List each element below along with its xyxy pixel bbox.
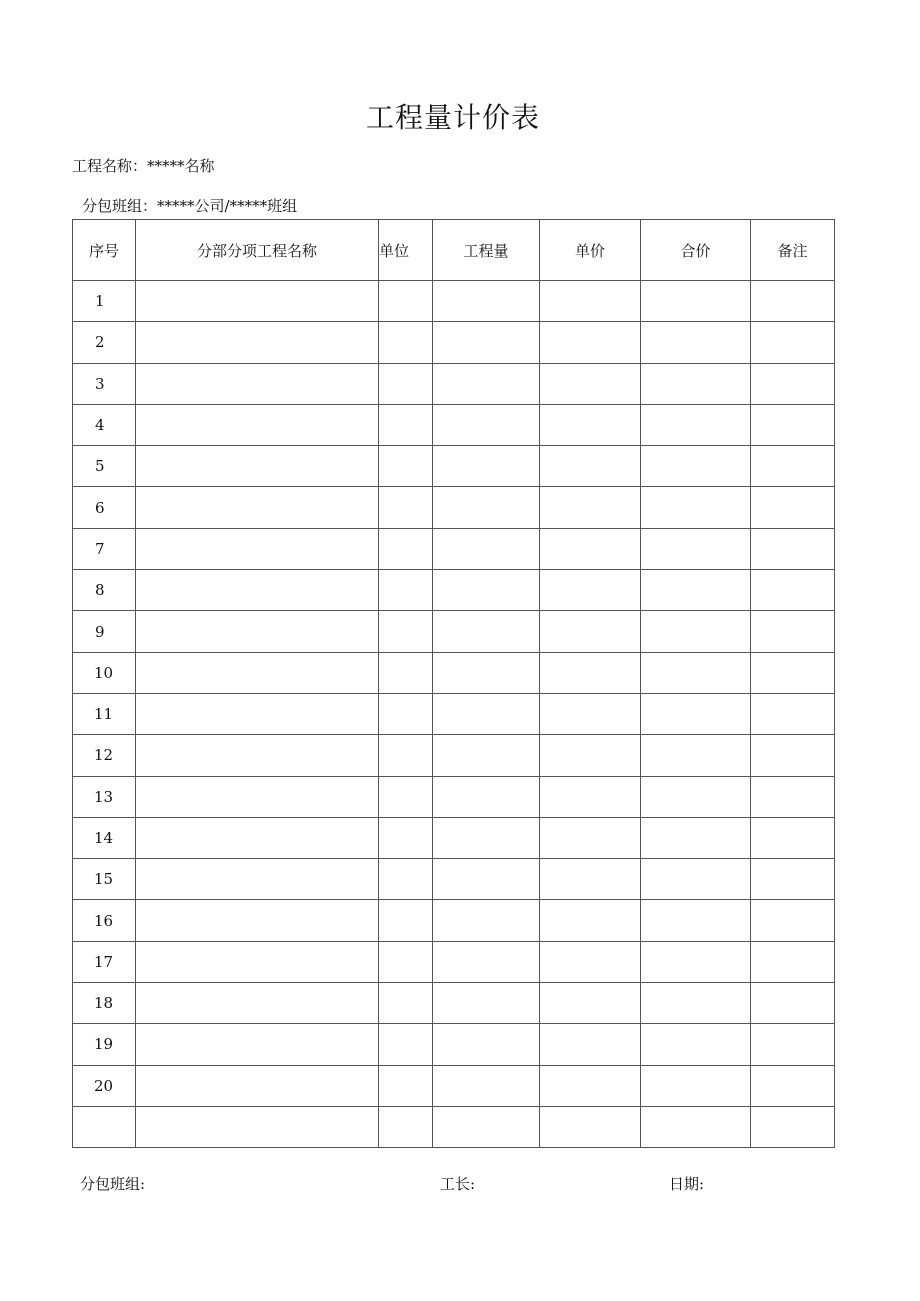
cell-total-price xyxy=(641,735,751,776)
subcontract-team-value: *****公司/*****班组 xyxy=(157,197,298,215)
cell-unit xyxy=(379,611,433,652)
header-unit-price: 单价 xyxy=(540,220,641,281)
cell-item-name xyxy=(136,1024,379,1065)
cell-unit xyxy=(379,404,433,445)
header-total-price: 合价 xyxy=(641,220,751,281)
cell-seq-no: 8 xyxy=(73,570,136,611)
table-row xyxy=(73,528,835,569)
cell-unit xyxy=(379,281,433,322)
header-seq-no: 序号 xyxy=(73,220,136,281)
table-row xyxy=(73,983,835,1024)
cell-unit xyxy=(379,363,433,404)
cell-remark xyxy=(751,941,835,982)
cell-quantity xyxy=(433,1024,540,1065)
cell-total-price xyxy=(641,363,751,404)
cell-total-price xyxy=(641,693,751,734)
cell-item-name xyxy=(136,1065,379,1106)
cell-remark xyxy=(751,1106,835,1147)
cell-total-price xyxy=(641,1024,751,1065)
table-row xyxy=(73,446,835,487)
cell-total-price xyxy=(641,900,751,941)
cell-seq-no: 4 xyxy=(73,404,136,445)
cell-unit xyxy=(379,487,433,528)
cell-remark xyxy=(751,983,835,1024)
cell-quantity xyxy=(433,900,540,941)
table-row xyxy=(73,941,835,982)
table-row xyxy=(73,611,835,652)
cell-quantity xyxy=(433,281,540,322)
table-row xyxy=(73,1106,835,1147)
cell-item-name xyxy=(136,983,379,1024)
cell-unit-price xyxy=(540,693,641,734)
cell-remark xyxy=(751,487,835,528)
cell-unit-price xyxy=(540,859,641,900)
cell-quantity xyxy=(433,322,540,363)
cell-total-price xyxy=(641,611,751,652)
cell-quantity xyxy=(433,1106,540,1147)
cell-seq-no: 6 xyxy=(73,487,136,528)
cell-remark xyxy=(751,570,835,611)
cell-remark xyxy=(751,611,835,652)
subcontract-team-line xyxy=(82,195,297,216)
header-remark: 备注 xyxy=(751,220,835,281)
cell-item-name xyxy=(136,281,379,322)
cell-total-price xyxy=(641,528,751,569)
cell-unit xyxy=(379,1065,433,1106)
cell-seq-no: 7 xyxy=(73,528,136,569)
cell-seq-no: 17 xyxy=(73,941,136,982)
cell-total-price xyxy=(641,859,751,900)
pricing-table xyxy=(72,219,835,1148)
cell-item-name xyxy=(136,446,379,487)
cell-unit-price xyxy=(540,404,641,445)
cell-quantity xyxy=(433,735,540,776)
table-row xyxy=(73,570,835,611)
cell-seq-no: 5 xyxy=(73,446,136,487)
cell-remark xyxy=(751,693,835,734)
cell-quantity xyxy=(433,363,540,404)
cell-seq-no: 19 xyxy=(73,1024,136,1065)
table-header-row xyxy=(73,220,835,281)
cell-quantity xyxy=(433,693,540,734)
cell-remark xyxy=(751,1024,835,1065)
table-row xyxy=(73,776,835,817)
cell-seq-no: 13 xyxy=(73,776,136,817)
header-quantity: 工程量 xyxy=(433,220,540,281)
cell-remark xyxy=(751,900,835,941)
cell-item-name xyxy=(136,404,379,445)
cell-unit xyxy=(379,735,433,776)
cell-total-price xyxy=(641,281,751,322)
project-name-line xyxy=(72,155,215,176)
cell-seq-no: 10 xyxy=(73,652,136,693)
cell-remark xyxy=(751,528,835,569)
cell-unit xyxy=(379,859,433,900)
cell-quantity xyxy=(433,528,540,569)
cell-total-price xyxy=(641,570,751,611)
cell-unit xyxy=(379,1024,433,1065)
cell-item-name xyxy=(136,487,379,528)
cell-remark xyxy=(751,322,835,363)
cell-item-name xyxy=(136,570,379,611)
cell-unit-price xyxy=(540,281,641,322)
cell-seq-no xyxy=(73,1106,136,1147)
table-row xyxy=(73,693,835,734)
cell-quantity xyxy=(433,570,540,611)
cell-total-price xyxy=(641,776,751,817)
cell-remark xyxy=(751,859,835,900)
project-name-label: 工程名称： xyxy=(72,157,148,175)
cell-item-name xyxy=(136,735,379,776)
cell-unit xyxy=(379,1106,433,1147)
cell-unit-price xyxy=(540,1106,641,1147)
cell-unit xyxy=(379,322,433,363)
footer-subcontract-team-label: 分包班组: xyxy=(80,1175,146,1193)
cell-quantity xyxy=(433,611,540,652)
cell-remark xyxy=(751,363,835,404)
cell-quantity xyxy=(433,652,540,693)
cell-seq-no: 9 xyxy=(73,611,136,652)
cell-quantity xyxy=(433,404,540,445)
cell-unit-price xyxy=(540,363,641,404)
footer-foreman-label: 工长: xyxy=(440,1175,476,1193)
cell-quantity xyxy=(433,817,540,858)
cell-unit xyxy=(379,900,433,941)
cell-unit xyxy=(379,528,433,569)
cell-quantity xyxy=(433,1065,540,1106)
cell-unit-price xyxy=(540,570,641,611)
cell-unit-price xyxy=(540,776,641,817)
table-row xyxy=(73,900,835,941)
table-row xyxy=(73,817,835,858)
cell-quantity xyxy=(433,859,540,900)
cell-item-name xyxy=(136,322,379,363)
cell-unit-price xyxy=(540,735,641,776)
cell-unit xyxy=(379,570,433,611)
cell-unit-price xyxy=(540,652,641,693)
project-name-value: *****名称 xyxy=(147,157,215,175)
cell-item-name xyxy=(136,693,379,734)
table-row xyxy=(73,487,835,528)
cell-item-name xyxy=(136,652,379,693)
cell-total-price xyxy=(641,446,751,487)
cell-seq-no: 1 xyxy=(73,281,136,322)
cell-seq-no: 11 xyxy=(73,693,136,734)
cell-seq-no: 20 xyxy=(73,1065,136,1106)
cell-item-name xyxy=(136,900,379,941)
cell-quantity xyxy=(433,446,540,487)
cell-remark xyxy=(751,281,835,322)
cell-unit-price xyxy=(540,1024,641,1065)
cell-item-name xyxy=(136,528,379,569)
header-item-name: 分部分项工程名称 xyxy=(136,220,379,281)
cell-quantity xyxy=(433,983,540,1024)
cell-item-name xyxy=(136,776,379,817)
table-row xyxy=(73,404,835,445)
table-row xyxy=(73,1065,835,1106)
cell-seq-no: 14 xyxy=(73,817,136,858)
header-unit: 单位 xyxy=(379,220,433,281)
cell-unit xyxy=(379,941,433,982)
cell-quantity xyxy=(433,941,540,982)
cell-remark xyxy=(751,1065,835,1106)
cell-unit xyxy=(379,446,433,487)
cell-unit-price xyxy=(540,941,641,982)
cell-total-price xyxy=(641,817,751,858)
cell-unit-price xyxy=(540,322,641,363)
cell-unit-price xyxy=(540,446,641,487)
cell-item-name xyxy=(136,941,379,982)
cell-total-price xyxy=(641,404,751,445)
page-title: 工程量计价表 xyxy=(365,101,540,134)
subcontract-team-label: 分包班组： xyxy=(82,197,158,215)
cell-quantity xyxy=(433,776,540,817)
cell-seq-no: 16 xyxy=(73,900,136,941)
cell-unit xyxy=(379,652,433,693)
table-row xyxy=(73,652,835,693)
cell-total-price xyxy=(641,1106,751,1147)
cell-remark xyxy=(751,776,835,817)
cell-unit xyxy=(379,776,433,817)
cell-total-price xyxy=(641,652,751,693)
table-body xyxy=(73,281,835,1148)
cell-total-price xyxy=(641,983,751,1024)
cell-unit-price xyxy=(540,1065,641,1106)
cell-seq-no: 12 xyxy=(73,735,136,776)
cell-unit xyxy=(379,817,433,858)
cell-item-name xyxy=(136,859,379,900)
table-row xyxy=(73,1024,835,1065)
table-row xyxy=(73,859,835,900)
cell-total-price xyxy=(641,1065,751,1106)
cell-remark xyxy=(751,446,835,487)
cell-seq-no: 2 xyxy=(73,322,136,363)
cell-unit xyxy=(379,983,433,1024)
cell-unit-price xyxy=(540,487,641,528)
cell-unit xyxy=(379,693,433,734)
cell-remark xyxy=(751,817,835,858)
cell-remark xyxy=(751,404,835,445)
cell-unit-price xyxy=(540,983,641,1024)
cell-total-price xyxy=(641,322,751,363)
cell-unit-price xyxy=(540,528,641,569)
cell-total-price xyxy=(641,487,751,528)
cell-unit-price xyxy=(540,900,641,941)
cell-item-name xyxy=(136,1106,379,1147)
cell-item-name xyxy=(136,817,379,858)
cell-item-name xyxy=(136,611,379,652)
cell-unit-price xyxy=(540,817,641,858)
cell-item-name xyxy=(136,363,379,404)
cell-seq-no: 15 xyxy=(73,859,136,900)
table-row xyxy=(73,735,835,776)
table-row xyxy=(73,322,835,363)
cell-remark xyxy=(751,652,835,693)
cell-unit-price xyxy=(540,611,641,652)
table-row xyxy=(73,363,835,404)
cell-total-price xyxy=(641,941,751,982)
cell-quantity xyxy=(433,487,540,528)
table-row xyxy=(73,281,835,322)
footer-date-label: 日期: xyxy=(669,1175,705,1193)
cell-seq-no: 3 xyxy=(73,363,136,404)
cell-remark xyxy=(751,735,835,776)
cell-seq-no: 18 xyxy=(73,983,136,1024)
